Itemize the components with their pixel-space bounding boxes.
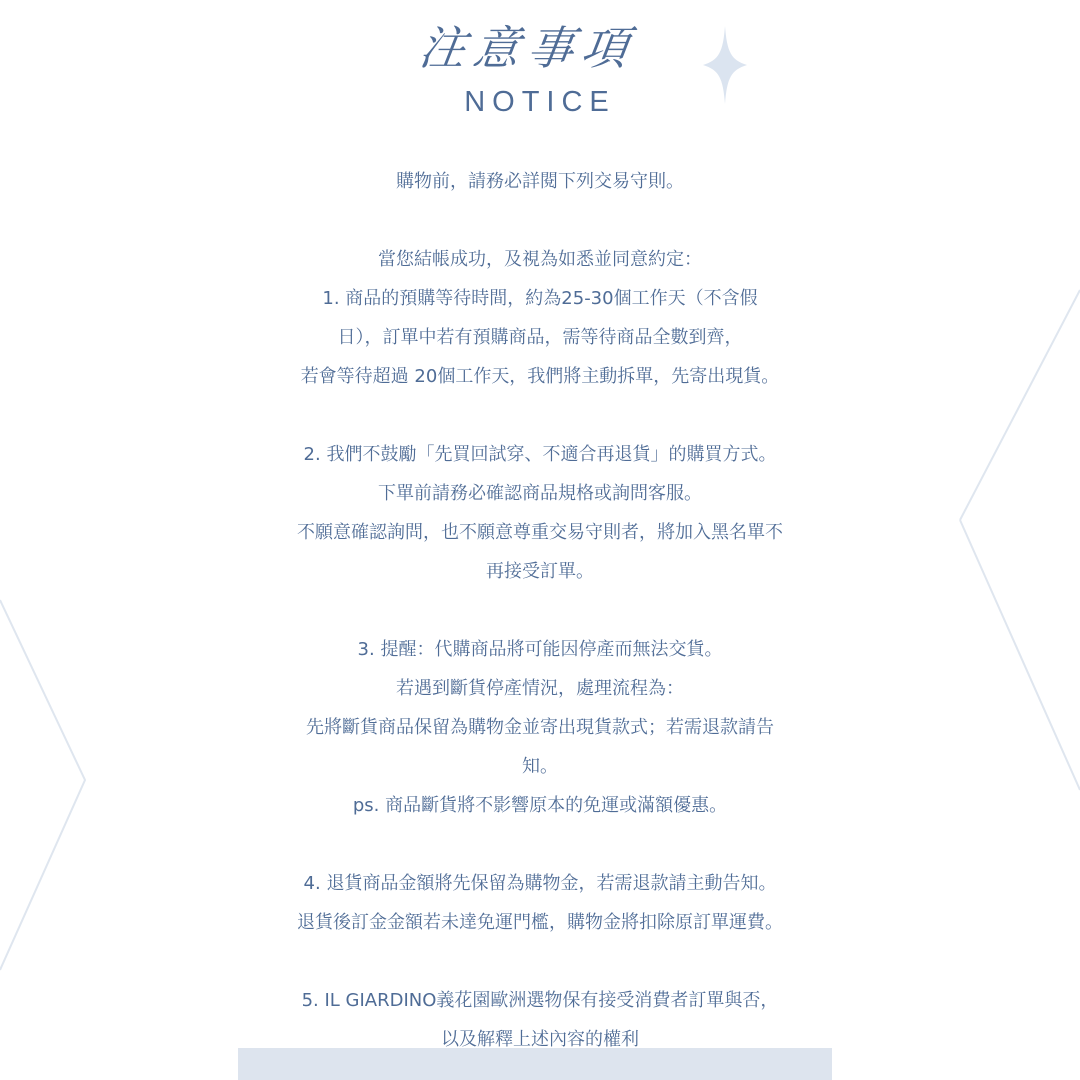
spacer	[0, 591, 1080, 630]
item-2-line-2: 下單前請務必確認商品規格或詢問客服。	[378, 483, 702, 504]
item-5-line-1: 5. IL GIARDINO義花園歐洲選物保有接受消費者訂單與否，	[301, 990, 779, 1011]
item-4-line-1: 4. 退貨商品金額將先保留為購物金，若需退款請主動告知。	[303, 873, 777, 894]
notice-body	[0, 162, 1080, 1059]
item-3-line-4: 知。	[522, 756, 558, 777]
item-1-line-3: 若會等待超過 20個工作天，我們將主動拆單，先寄出現貨。	[300, 366, 780, 387]
item-5-line-2: 以及解釋上述內容的權利	[441, 1029, 639, 1050]
spacer	[0, 942, 1080, 981]
item-3-line-3: 先將斷貨商品保留為購物金並寄出現貨款式；若需退款請告	[306, 717, 774, 738]
item-1-line-2: 日），訂單中若有預購商品，需等待商品全數到齊，	[337, 327, 743, 348]
item-4-line-2: 退貨後訂金金額若未達免運門檻，購物金將扣除原訂單運費。	[297, 912, 783, 933]
notice-title: NOTICE	[464, 86, 616, 118]
spacer	[0, 396, 1080, 435]
item-2-line-4: 再接受訂單。	[486, 561, 594, 582]
spacer	[0, 825, 1080, 864]
notice-script-title: 注意事項	[415, 21, 640, 75]
item-3-line-1: 3. 提醒：代購商品將可能因停產而無法交貨。	[357, 639, 723, 660]
spacer	[0, 201, 1080, 240]
intro-text: 購物前，請務必詳閱下列交易守則。	[396, 171, 684, 192]
item-2-line-3: 不願意確認詢問，也不願意尊重交易守則者，將加入黑名單不	[297, 522, 783, 543]
item-3-line-5: ps. 商品斷貨將不影響原本的免運或滿額優惠。	[352, 795, 728, 816]
item-1-line-1: 1. 商品的預購等待時間，約為25-30個工作天（不含假	[322, 288, 758, 309]
item-2-line-1: 2. 我們不鼓勵「先買回試穿、不適合再退貨」的購買方式。	[303, 444, 777, 465]
agreement-text: 當您結帳成功，及視為如悉並同意約定：	[378, 249, 702, 270]
item-3-line-2: 若遇到斷貨停產情況，處理流程為：	[396, 678, 684, 699]
